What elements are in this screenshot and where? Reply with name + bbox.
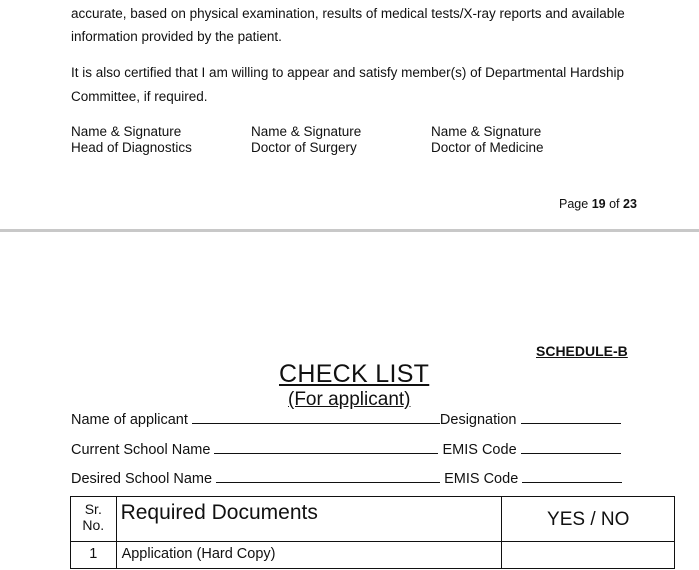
signature-label: Name & Signature	[251, 124, 362, 139]
checklist-subtitle: (For applicant)	[288, 389, 411, 410]
page-prefix: Page	[559, 197, 589, 211]
required-documents-header: Required Documents	[116, 497, 502, 542]
certification-paragraph-2-line-2: Committee, if required.	[71, 89, 208, 104]
signature-block-diagnostics	[71, 124, 192, 156]
certification-paragraph-1-line-2: information provided by the patient.	[71, 29, 282, 44]
signature-role: Doctor of Medicine	[431, 140, 544, 155]
desired-school-label: Desired School Name	[71, 471, 213, 487]
row-document: Application (Hard Copy)	[116, 542, 502, 569]
applicant-name-label: Name of applicant	[71, 412, 188, 428]
page-number	[559, 197, 637, 211]
signature-block-surgery	[251, 124, 361, 156]
table-row	[71, 542, 675, 569]
page-current: 19	[591, 197, 606, 211]
page-of: of	[609, 197, 620, 211]
certification-paragraph-2-line-1: It is also certified that I am willing to appear and satisfy member(s) of Departmental Hardship	[71, 65, 624, 80]
field-row-applicant	[71, 411, 621, 429]
applicant-name-blank	[192, 411, 440, 424]
row-yes-no-cell[interactable]	[502, 542, 675, 569]
signature-role: Head of Diagnostics	[71, 140, 192, 155]
signature-block-medicine	[431, 124, 544, 156]
emis-code-label-1: EMIS Code	[442, 442, 517, 458]
certification-paragraph-1-line-1: accurate, based on physical examination, results of medical tests/X-ray reports and available	[71, 6, 625, 21]
signature-role: Doctor of Surgery	[251, 140, 357, 155]
page-break-divider	[0, 229, 699, 232]
current-school-label: Current School Name	[71, 442, 211, 458]
designation-label: Designation	[439, 412, 517, 428]
designation-blank	[521, 411, 621, 424]
emis-code-label-2: EMIS Code	[444, 471, 519, 487]
emis-code-blank-1	[521, 441, 621, 454]
row-sr-no: 1	[71, 542, 117, 569]
sr-header-line2: No.	[82, 517, 105, 533]
field-row-desired-school	[71, 470, 622, 488]
sr-no-header	[71, 497, 117, 542]
yes-no-header: YES / NO	[502, 497, 675, 542]
checklist-title: CHECK LIST	[279, 360, 430, 388]
page-total: 23	[623, 197, 637, 211]
current-school-blank	[214, 441, 438, 454]
required-documents-table	[70, 496, 675, 569]
field-row-current-school	[71, 441, 621, 459]
sr-header-line1: Sr.	[84, 501, 102, 517]
schedule-label: SCHEDULE-B	[536, 343, 628, 359]
desired-school-blank	[216, 470, 440, 483]
emis-code-blank-2	[522, 470, 622, 483]
signature-label: Name & Signature	[71, 124, 182, 139]
signature-label: Name & Signature	[431, 124, 542, 139]
table-header-row	[71, 497, 675, 542]
